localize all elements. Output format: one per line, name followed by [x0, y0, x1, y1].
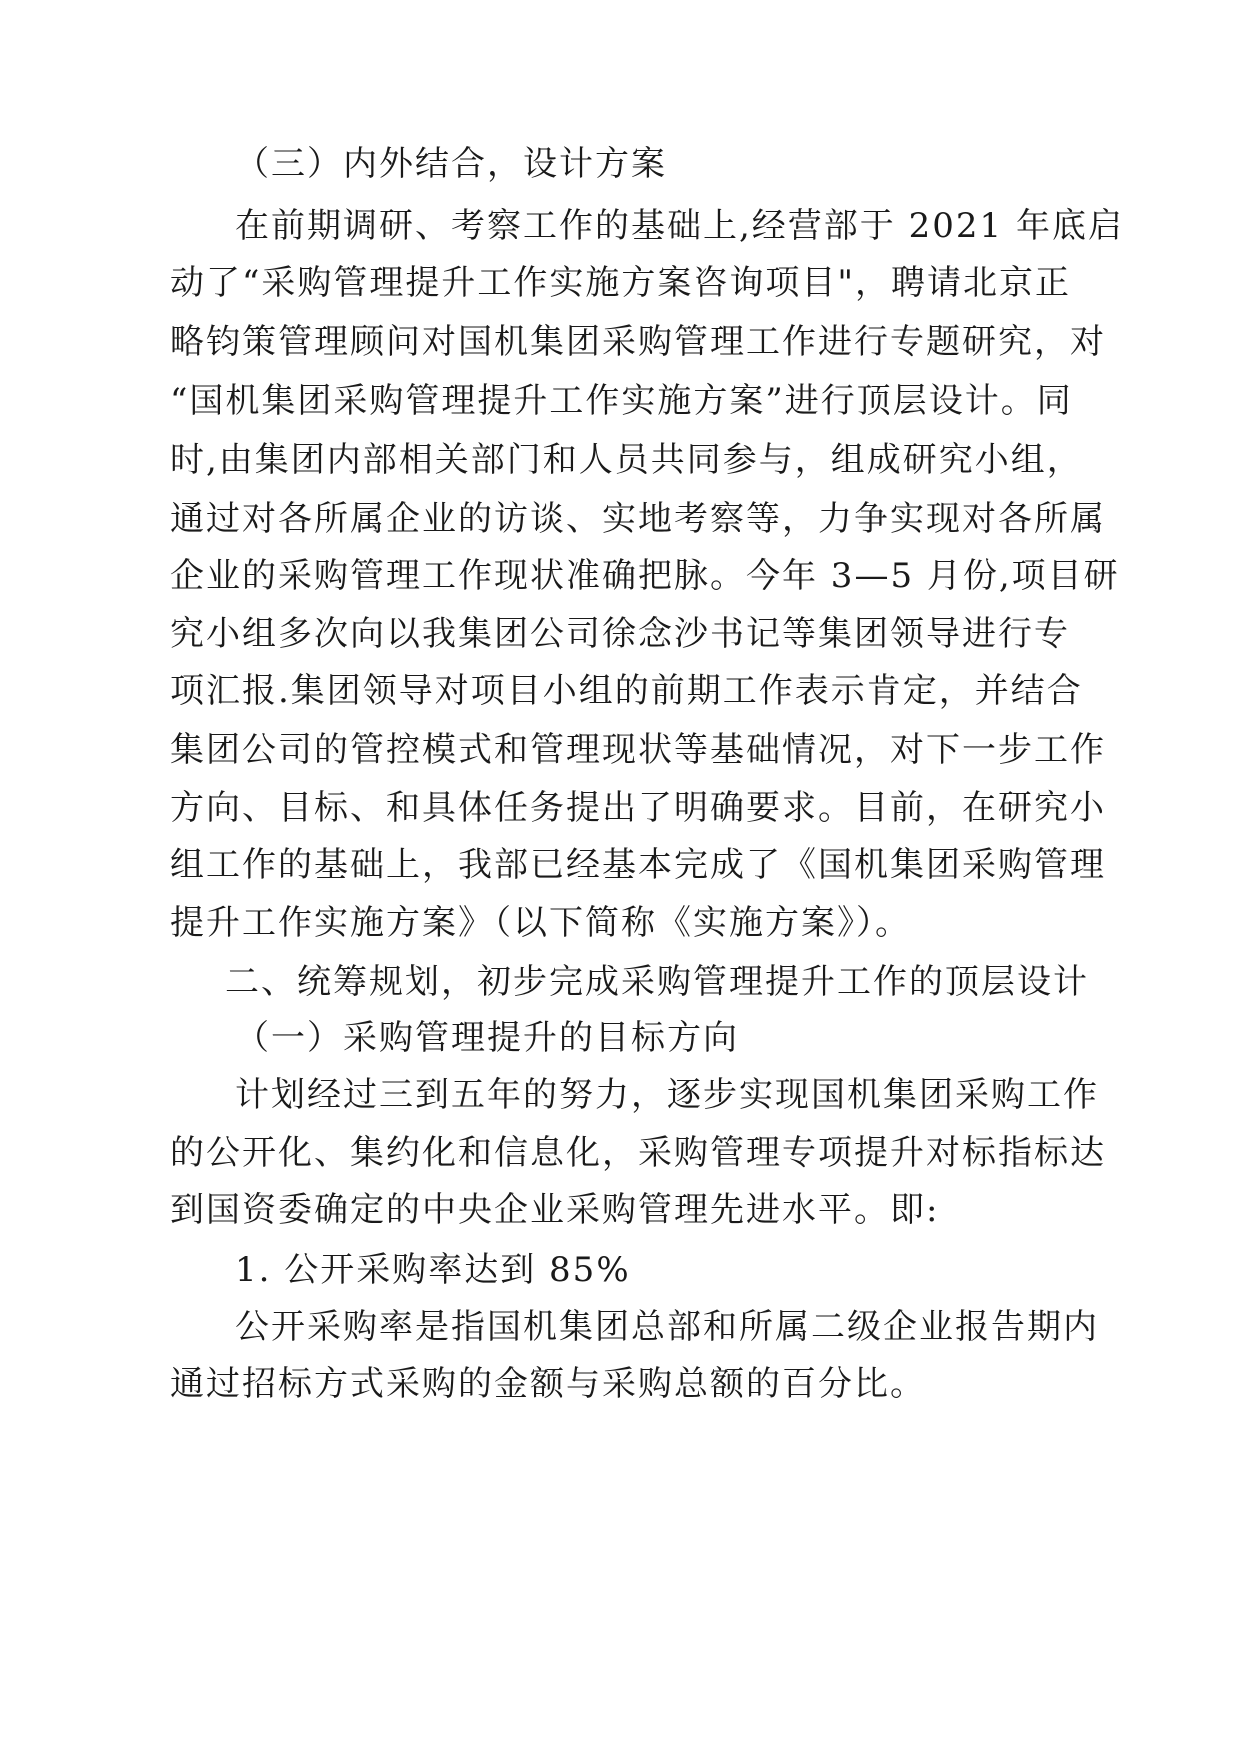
subsection-heading-1: （一）采购管理提升的目标方向	[235, 1018, 739, 1058]
paragraph-line: 提升工作实施方案》（以下简称《实施方案》）。	[170, 903, 911, 943]
paragraph-line: 在前期调研、考察工作的基础上,经营部于 2021 年底启	[235, 206, 1124, 246]
paragraph-line: 企业的采购管理工作现状准确把脉。今年 3—5 月份,项目研	[170, 556, 1120, 596]
paragraph-line: 到国资委确定的中央企业采购管理先进水平。即:	[170, 1190, 940, 1230]
paragraph-line: 究小组多次向以我集团公司徐念沙书记等集团领导进行专	[170, 614, 1070, 654]
section-heading-3: （三）内外结合，设计方案	[235, 144, 667, 184]
paragraph-line: 集团公司的管控模式和管理现状等基础情况，对下一步工作	[170, 730, 1106, 770]
section-heading-2: 二、统筹规划，初步完成采购管理提升工作的顶层设计	[225, 962, 1089, 1002]
paragraph-line: 组工作的基础上，我部已经基本完成了《国机集团采购管理	[170, 845, 1106, 885]
paragraph-line: 的公开化、集约化和信息化，采购管理专项提升对标指标达	[170, 1133, 1106, 1173]
paragraph-line: 方向、目标、和具体任务提出了明确要求。目前，在研究小	[170, 788, 1106, 828]
paragraph-line: “国机集团采购管理提升工作实施方案”进行顶层设计。同	[170, 381, 1073, 421]
paragraph-line: 公开采购率是指国机集团总部和所属二级企业报告期内	[235, 1307, 1099, 1347]
paragraph-line: 时,由集团内部相关部门和人员共同参与，组成研究小组，	[170, 440, 1083, 480]
paragraph-line: 计划经过三到五年的努力，逐步实现国机集团采购工作	[235, 1075, 1099, 1115]
item-heading-1: 1. 公开采购率达到 85%	[235, 1250, 631, 1290]
paragraph-line: 项汇报.集团领导对项目小组的前期工作表示肯定，并结合	[170, 671, 1083, 711]
paragraph-line: 通过招标方式采购的金额与采购总额的百分比。	[170, 1364, 926, 1404]
paragraph-line: 略钧策管理顾问对国机集团采购管理工作进行专题研究，对	[170, 322, 1106, 362]
paragraph-line: 动了“采购管理提升工作实施方案咨询项目"，聘请北京正	[170, 263, 1072, 303]
paragraph-line: 通过对各所属企业的访谈、实地考察等，力争实现对各所属	[170, 499, 1106, 539]
